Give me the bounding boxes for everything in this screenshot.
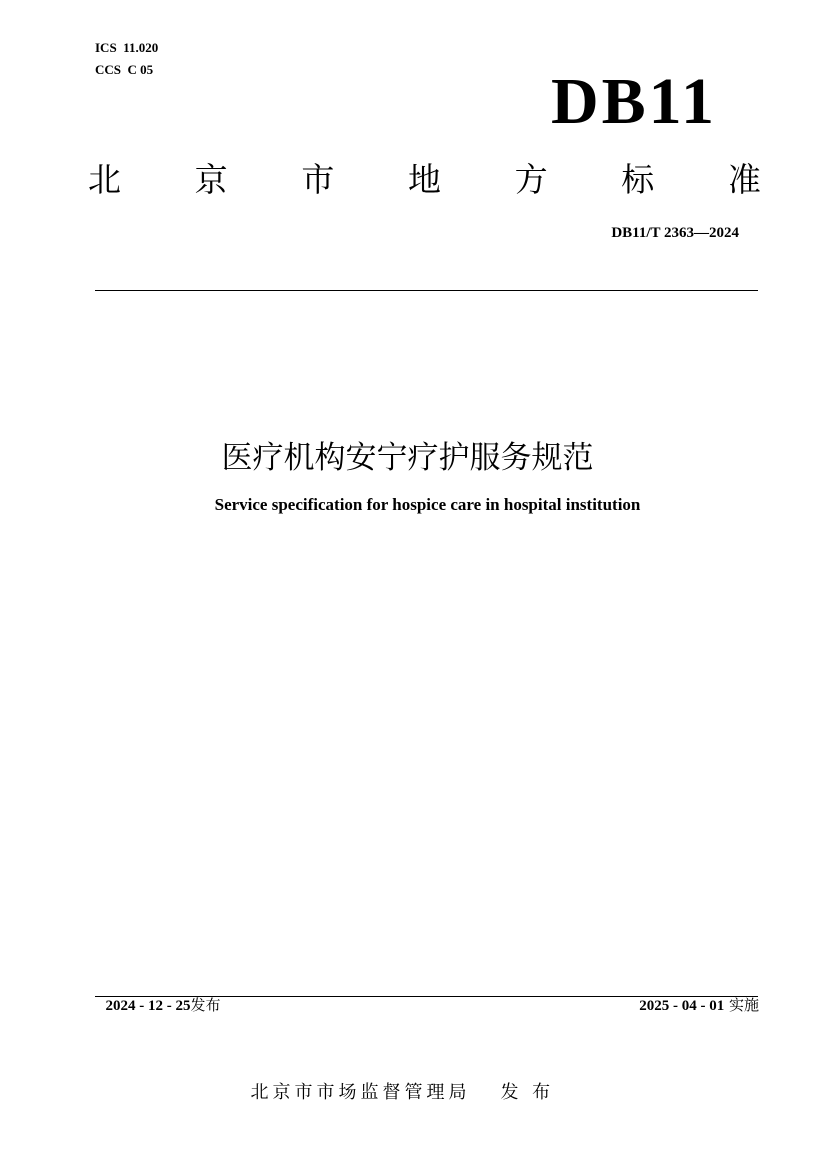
document-title-english: Service specification for hospice care in hospital institution	[214, 495, 641, 514]
issue-date: 2024 - 12 - 25	[105, 998, 191, 1014]
bottom-divider	[95, 996, 758, 997]
issue-date-line	[96, 972, 221, 1017]
ccs-code: CCS C 05	[95, 62, 154, 77]
document-title-chinese: 医疗机构安宁疗护服务规范	[221, 440, 594, 476]
issuer-line	[231, 1054, 554, 1106]
standard-type-char: 方	[514, 160, 548, 199]
standard-type-char: 京	[194, 160, 228, 199]
standard-type-char: 标	[621, 160, 655, 199]
standard-type-char: 地	[407, 160, 441, 199]
issue-label: 发布	[190, 996, 221, 1014]
standard-type-title	[88, 158, 761, 202]
implement-date: 2025 - 04 - 01	[639, 998, 725, 1014]
top-divider	[95, 290, 758, 291]
ics-code: ICS 11.020	[95, 40, 159, 55]
standard-type-char: 市	[301, 160, 335, 199]
issuer-name: 北京市市场监督管理局	[250, 1082, 471, 1103]
implement-label: 实施	[728, 996, 759, 1014]
issuer-action: 发 布	[500, 1082, 555, 1103]
implement-date-line	[630, 972, 759, 1017]
standard-mark: DB11	[550, 65, 717, 138]
standard-type-char: 北	[88, 160, 121, 199]
standard-number: DB11/T 2363—2024	[611, 225, 739, 241]
standard-type-char: 准	[727, 160, 761, 199]
